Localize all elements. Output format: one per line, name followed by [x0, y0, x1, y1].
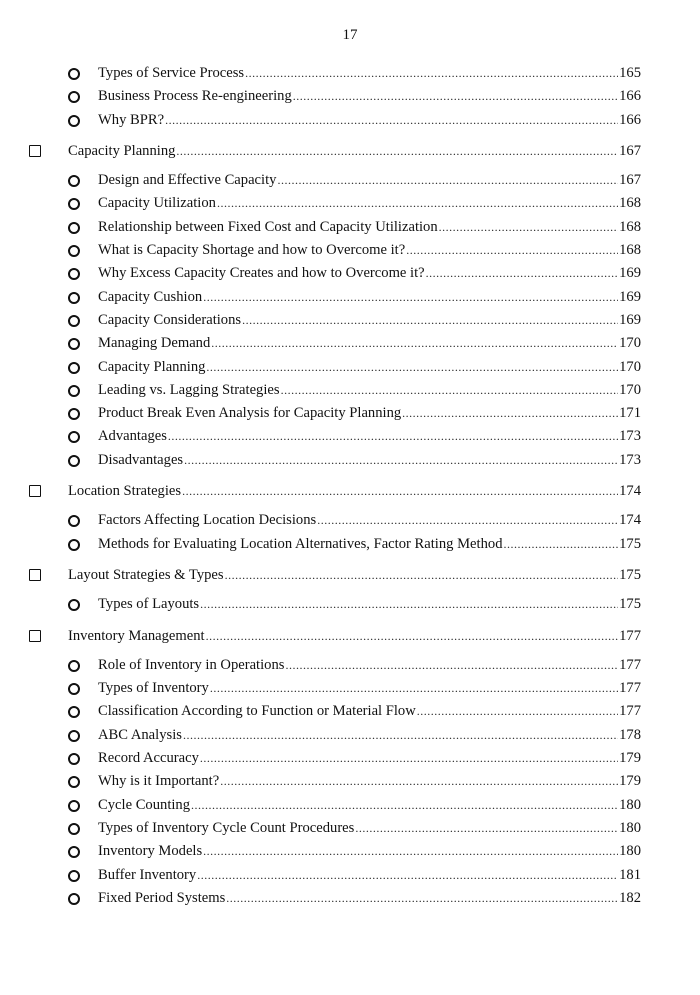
- dot-leader: [220, 770, 618, 793]
- toc-entry-title: Product Break Even Analysis for Capacity Planning: [98, 405, 402, 422]
- dot-leader: [203, 840, 618, 863]
- square-bullet-icon: [29, 630, 41, 642]
- toc-entry-page: 173: [619, 451, 641, 468]
- square-bullet-icon: [29, 145, 41, 157]
- circle-bullet-icon: [68, 455, 80, 467]
- toc-entry-page: 168: [619, 195, 641, 212]
- circle-bullet-icon: [68, 245, 80, 257]
- toc-entry: [98, 402, 641, 425]
- circle-bullet-icon: [68, 515, 80, 527]
- toc-entry: [98, 239, 641, 262]
- toc-entry-row: [0, 794, 700, 817]
- toc-entry-page: 173: [619, 428, 641, 445]
- toc-entry-row: [0, 356, 700, 379]
- circle-bullet-icon: [68, 683, 80, 695]
- toc-entry: [98, 654, 641, 677]
- toc-entry-title: Why Excess Capacity Creates and how to Overcome it?: [98, 265, 425, 282]
- circle-bullet-icon: [68, 115, 80, 127]
- toc-entry-page: 180: [619, 796, 641, 813]
- dot-leader: [245, 62, 618, 85]
- toc-entry-title: Record Accuracy: [98, 750, 199, 767]
- toc-entry-title: Capacity Planning: [98, 358, 206, 375]
- toc-entry-page: 175: [619, 535, 641, 552]
- toc-entry-title: Factors Affecting Location Decisions: [98, 512, 317, 529]
- toc-entry: [98, 794, 641, 817]
- toc-entry: [98, 356, 641, 379]
- toc-entry-page: 178: [619, 726, 641, 743]
- toc-entry-row: [0, 449, 700, 472]
- toc-entry: [98, 85, 641, 108]
- toc-entry-title: ABC Analysis: [98, 726, 182, 743]
- toc-entry-row: [0, 724, 700, 747]
- toc-entry-page: 181: [619, 866, 641, 883]
- toc-entry: [98, 840, 641, 863]
- toc-entry: [98, 109, 641, 132]
- dot-leader: [504, 533, 619, 556]
- toc-entry-title: Role of Inventory in Operations: [98, 656, 285, 673]
- toc-entry-page: 165: [619, 65, 641, 81]
- circle-bullet-icon: [68, 68, 80, 80]
- dot-leader: [191, 794, 618, 817]
- toc-entry: [68, 564, 641, 587]
- dot-leader: [355, 817, 618, 840]
- toc-entry-title: Inventory Management: [68, 627, 205, 644]
- toc-entry-page: 170: [619, 358, 641, 375]
- toc-entry-row: [0, 700, 700, 723]
- toc-entry-row: [0, 509, 700, 532]
- dot-leader: [165, 109, 618, 132]
- toc-entry-page: 177: [619, 703, 641, 720]
- dot-leader: [293, 85, 618, 108]
- toc-entry-title: Capacity Cushion: [98, 288, 203, 305]
- circle-bullet-icon: [68, 431, 80, 443]
- dot-leader: [182, 480, 618, 503]
- toc-entry-page: 174: [619, 512, 641, 529]
- circle-bullet-icon: [68, 362, 80, 374]
- toc-entry: [98, 169, 641, 192]
- toc-entry-page: 174: [619, 483, 641, 500]
- circle-bullet-icon: [68, 870, 80, 882]
- circle-bullet-icon: [68, 893, 80, 905]
- dot-leader: [406, 239, 618, 262]
- toc-entry-row: [0, 62, 700, 85]
- toc-entry-row: [0, 677, 700, 700]
- circle-bullet-icon: [68, 539, 80, 551]
- toc-entry-page: 177: [619, 627, 641, 644]
- toc-entry-row: [0, 109, 700, 132]
- toc-entry-title: Types of Service Process: [98, 65, 245, 81]
- toc-entry-row: [0, 747, 700, 770]
- toc-entry-title: Location Strategies: [68, 483, 182, 500]
- circle-bullet-icon: [68, 599, 80, 611]
- toc-entry-title: Capacity Considerations: [98, 311, 242, 328]
- toc-entry-page: 175: [619, 596, 641, 613]
- circle-bullet-icon: [68, 292, 80, 304]
- table-of-contents: [0, 62, 700, 910]
- toc-entry: [98, 216, 641, 239]
- toc-entry-page: 170: [619, 381, 641, 398]
- toc-entry-row: [0, 887, 700, 910]
- toc-entry-title: Capacity Planning: [68, 142, 176, 159]
- toc-entry-title: Managing Demand: [98, 335, 211, 352]
- dot-leader: [242, 309, 618, 332]
- dot-leader: [226, 887, 618, 910]
- toc-entry-row: [0, 425, 700, 448]
- toc-entry: [98, 332, 641, 355]
- dot-leader: [203, 286, 618, 309]
- toc-entry-row: [0, 262, 700, 285]
- toc-entry-row: [0, 402, 700, 425]
- toc-entry-row: [0, 192, 700, 215]
- toc-entry-page: 167: [619, 172, 641, 189]
- dot-leader: [200, 593, 618, 616]
- dot-leader: [285, 654, 618, 677]
- toc-entry-page: 177: [619, 656, 641, 673]
- toc-entry-title: Fixed Period Systems: [98, 889, 226, 906]
- toc-entry-page: 177: [619, 680, 641, 697]
- toc-entry-row: [0, 169, 700, 192]
- dot-leader: [417, 700, 618, 723]
- toc-entry-page: 167: [619, 142, 641, 159]
- page-number: 17: [342, 27, 358, 43]
- toc-entry-row: [0, 286, 700, 309]
- toc-entry-page: 166: [619, 88, 641, 105]
- toc-entry-row: [0, 817, 700, 840]
- dot-leader: [210, 677, 618, 700]
- toc-entry: [98, 509, 641, 532]
- toc-entry: [98, 887, 641, 910]
- toc-entry: [98, 533, 641, 556]
- toc-entry: [98, 192, 641, 215]
- toc-entry: [98, 593, 641, 616]
- toc-entry-title: Why BPR?: [98, 111, 165, 128]
- toc-entry-row: [0, 770, 700, 793]
- toc-entry-page: 180: [619, 819, 641, 836]
- toc-section-row: [0, 480, 700, 503]
- toc-entry: [98, 770, 641, 793]
- toc-entry-title: Why is it Important?: [98, 773, 220, 790]
- dot-leader: [281, 379, 619, 402]
- toc-entry-title: Types of Inventory Cycle Count Procedures: [98, 819, 355, 836]
- toc-entry-row: [0, 840, 700, 863]
- circle-bullet-icon: [68, 175, 80, 187]
- toc-section-row: [0, 140, 700, 163]
- toc-entry-title: Advantages: [98, 428, 167, 445]
- toc-entry: [98, 747, 641, 770]
- circle-bullet-icon: [68, 268, 80, 280]
- toc-entry-row: [0, 533, 700, 556]
- toc-entry-page: 169: [619, 288, 641, 305]
- dot-leader: [168, 425, 618, 448]
- square-bullet-icon: [29, 485, 41, 497]
- circle-bullet-icon: [68, 408, 80, 420]
- toc-entry-title: Classification According to Function or Material Flow: [98, 703, 416, 720]
- dot-leader: [217, 192, 618, 215]
- toc-entry-title: Cycle Counting: [98, 796, 191, 813]
- toc-entry-page: 169: [619, 265, 641, 282]
- circle-bullet-icon: [68, 846, 80, 858]
- circle-bullet-icon: [68, 315, 80, 327]
- toc-entry: [98, 309, 641, 332]
- dot-leader: [439, 216, 618, 239]
- toc-entry-page: 175: [619, 566, 641, 583]
- toc-entry-page: 168: [619, 242, 641, 259]
- toc-entry-title: Types of Layouts: [98, 596, 200, 613]
- toc-entry-row: [0, 216, 700, 239]
- toc-entry-page: 180: [619, 843, 641, 860]
- dot-leader: [184, 449, 618, 472]
- toc-entry-page: 179: [619, 773, 641, 790]
- circle-bullet-icon: [68, 385, 80, 397]
- circle-bullet-icon: [68, 753, 80, 765]
- toc-entry-title: Types of Inventory: [98, 680, 209, 697]
- toc-entry-title: Design and Effective Capacity: [98, 172, 277, 189]
- toc-entry-title: Buffer Inventory: [98, 866, 197, 883]
- toc-entry: [68, 140, 641, 163]
- toc-entry-title: Methods for Evaluating Location Alternatives, Factor Rating Method: [98, 535, 503, 552]
- circle-bullet-icon: [68, 823, 80, 835]
- dot-leader: [200, 747, 618, 770]
- toc-entry-title: Leading vs. Lagging Strategies: [98, 381, 280, 398]
- toc-entry-title: Inventory Models: [98, 843, 203, 860]
- dot-leader: [277, 169, 618, 192]
- toc-entry-row: [0, 309, 700, 332]
- toc-entry-title: What is Capacity Shortage and how to Overcome it?: [98, 242, 406, 259]
- toc-entry-row: [0, 654, 700, 677]
- circle-bullet-icon: [68, 730, 80, 742]
- circle-bullet-icon: [68, 338, 80, 350]
- toc-entry: [98, 425, 641, 448]
- toc-entry-row: [0, 864, 700, 887]
- circle-bullet-icon: [68, 91, 80, 103]
- circle-bullet-icon: [68, 198, 80, 210]
- toc-entry-title: Capacity Utilization: [98, 195, 216, 212]
- dot-leader: [426, 262, 618, 285]
- circle-bullet-icon: [68, 222, 80, 234]
- dot-leader: [317, 509, 618, 532]
- toc-entry-row: [0, 593, 700, 616]
- toc-entry-row: [0, 379, 700, 402]
- dot-leader: [197, 864, 618, 887]
- dot-leader: [206, 356, 618, 379]
- dot-leader: [402, 402, 618, 425]
- toc-entry-page: 170: [619, 335, 641, 352]
- dot-leader: [225, 564, 619, 587]
- toc-entry: [98, 379, 641, 402]
- toc-section-row: [0, 625, 700, 648]
- toc-entry-page: 179: [619, 750, 641, 767]
- dot-leader: [183, 724, 618, 747]
- toc-entry: [98, 817, 641, 840]
- toc-entry-row: [0, 239, 700, 262]
- toc-entry: [98, 262, 641, 285]
- circle-bullet-icon: [68, 800, 80, 812]
- toc-entry: [68, 625, 641, 648]
- toc-entry: [98, 286, 641, 309]
- toc-entry: [98, 700, 641, 723]
- toc-entry: [68, 480, 641, 503]
- toc-entry: [98, 677, 641, 700]
- circle-bullet-icon: [68, 660, 80, 672]
- toc-entry-row: [0, 332, 700, 355]
- toc-entry-title: Business Process Re-engineering: [98, 88, 292, 105]
- square-bullet-icon: [29, 569, 41, 581]
- toc-entry-title: Layout Strategies & Types: [68, 566, 224, 583]
- toc-entry-row: [0, 85, 700, 108]
- dot-leader: [176, 140, 618, 163]
- toc-entry-title: Relationship between Fixed Cost and Capacity Utilization: [98, 218, 438, 235]
- toc-entry-title: Disadvantages: [98, 451, 184, 468]
- toc-entry: [98, 449, 641, 472]
- toc-entry-page: 166: [619, 111, 641, 128]
- circle-bullet-icon: [68, 776, 80, 788]
- toc-section-row: [0, 564, 700, 587]
- dot-leader: [206, 625, 619, 648]
- toc-entry-page: 171: [619, 405, 641, 422]
- toc-entry: [98, 724, 641, 747]
- toc-entry: [98, 62, 641, 85]
- toc-entry-page: 182: [619, 889, 641, 906]
- toc-entry-page: 168: [619, 218, 641, 235]
- circle-bullet-icon: [68, 706, 80, 718]
- toc-entry: [98, 864, 641, 887]
- dot-leader: [211, 332, 618, 355]
- toc-entry-page: 169: [619, 311, 641, 328]
